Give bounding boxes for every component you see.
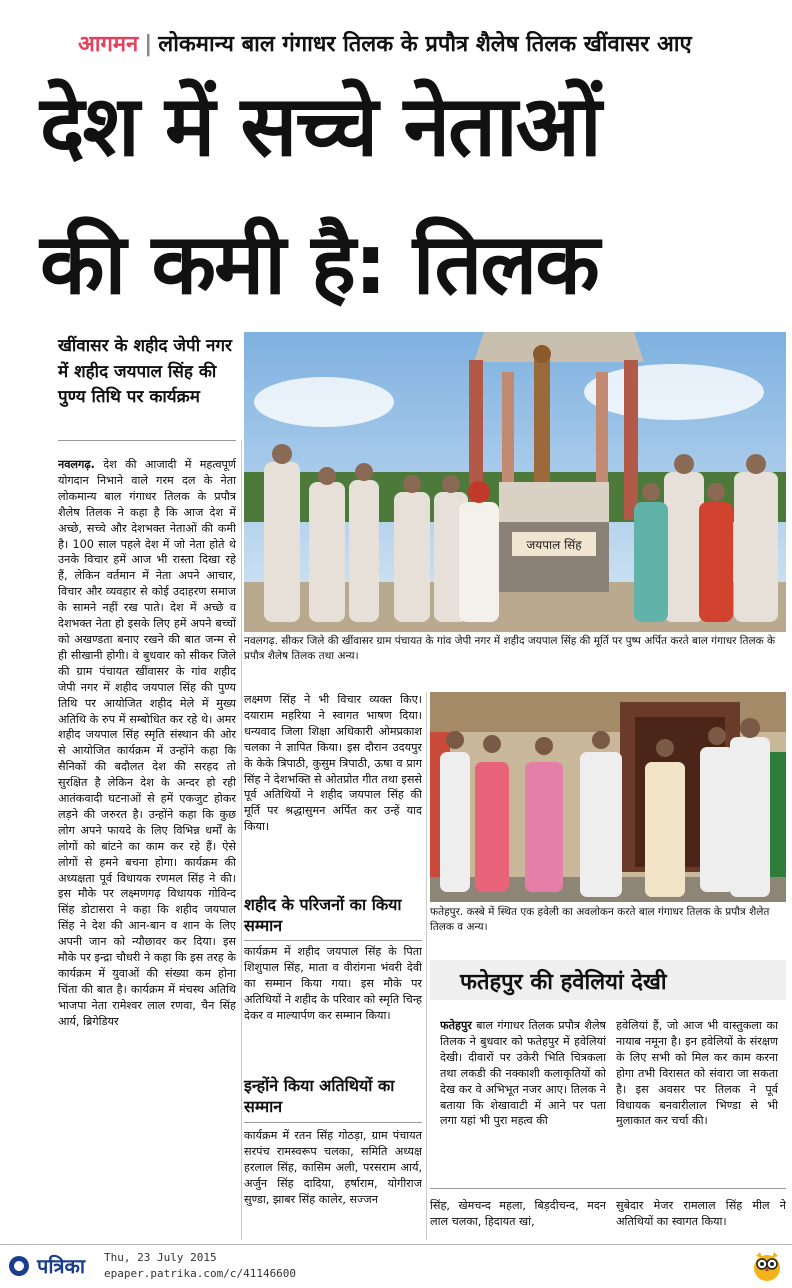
kicker [78,28,692,58]
section-text-2: कार्यक्रम में रतन सिंह गोठड़ा, ग्राम पंचायत सरपंच रामस्वरूप चलका, समिति अध्यक्ष हरलाल सिंह, कासिम अली, परसराम आर्य, अर्जुन सिंह दादिया, हर्षाराम, योगीराज सुण्डा, झाबर सिंह कालेर, सज्जन [244,1129,422,1206]
logo-icon [8,1255,30,1277]
statue-photo [244,332,786,632]
section-text-1: कार्यक्रम में शहीद जयपाल सिंह के पिता शिशुपाल सिंह, माता व वीरांगना भंवरी देवी का सम्मान किया गया। इस मौके पर अतिथियों ने शहीद के परिवार को स्मृति चिन्ह देकर व माल्यार्पण कर सम्मान किया। [244,945,422,1022]
photo-caption-2: फतेहपुर. कस्बे में स्थित एक हवेली का अवलोकन करते बाल गंगाधर तिलक के प्रपौत्र शैलेत तिलक व अन्य। [430,906,770,934]
box-dateline: फतेहपुर [440,1019,472,1032]
footer-meta [104,1250,296,1282]
box-text-left: बाल गंगाधर तिलक प्रपौत्र शैलेष तिलक ने बुधवार को फतेहपुर में हवेलियां देखी। दीवारों पर उकेरी भिति चित्रकला तथा लकडी की नक्काशी कलाकृतियों को देख कर वे अभिभूत नजर आए। तिलक ने बताया कि शेखावाटी में आने पर पता लगा यहां भी पुरा महत्व की [440,1019,606,1128]
photo-caption-1: नवलगढ़. सीकर जिले की खींवासर ग्राम पंचायत के गांव जेपी नगर में शहीद जयपाल सिंह की मूर्ति पर पुष्प अर्पित करते बाल गंगाधर तिलक के प्रपौत्र शैलेष तिलक तथा अन्य। [244,635,776,663]
haveli-photo [430,692,786,902]
box-column-left [440,1018,606,1182]
divider [58,440,236,441]
box-column-right: हवेलियां हैं, जो आज भी वास्तुकला का नायाब नमूना है। इन हवेलियों के संरक्षण के लिए सभी को मिल कर काम करना होगा तभी विरासत को संवारा जा सकता है। इस अवसर पर तिलक ने पूर्व विधायक बनवारीलाल भिण्डा से भी मुलाकात कर चर्चा की। [616,1019,778,1128]
patrika-logo [8,1252,85,1279]
divider [430,1188,786,1189]
section-tag: आगमन [78,32,139,57]
box-headline: फतेहपुर की हवेलियां देखी [460,970,667,995]
subheadline: खींवासर के शहीद जेपी नगर में शहीद जयपाल सिंह की पुण्य तिथि पर कार्यक्रम [58,336,232,407]
article-text: देश की आजादी में महत्वपूर्ण योगदान निभाने वाले गरम दल के नेता लोकमान्य बाल गंगाधर तिलक के प्रपौत्र शैलेष तिलक ने कहा है कि आज देश में अच्छे, सच्चे और देशभक्त नेताओं की कमी है। 100 साल पहले देश में जो नेता होते थे उनके विचार हमें आज भी रास्ता दिखा रहे हैं, लेकिन वर्तमान में नेता अपने आचार, विचार और व्यवहार से कोई उदाहरण समाज के सामने नहीं रख पाते। देश में अच्छे व देशभक्त नेता हो इसके लिए हमें अपने बच्चों को अखण्डता बनाए रखने की बात जन्म से ही सीखानी होगी। वे बुधवार को सीकर जिले की ग्राम पंचायत खींवासर के गांव शहीद जेपी नगर में शहीद जयपाल सिंह की पुण्य तिथि पर आयोजित शहीद मेले में मुख्य अतिथि के रुप में सम्बोधित कर रहे थे। अमर शहीद जयपाल सिंह स्मृति संस्थान की ओर से आयोजित कार्यक्रम में उन्होंने कहा कि सैनिकों की बदौलत देश की सरहद तो सुरक्षित है लेकिन देश के अन्दर हो रही आतंकवादी घटनाओं से हमें एकजुट होकर लड़ने की जरुरत है। उन्होंने कहा कि कुछ लोग अपने फायदे के लिए विभिन्न धर्मों के लोगों को बांटने का काम कर रहे हैं। ऐसे लोगों से हमने बचना होगा। कार्यक्रम की अध्यक्षता पूर्व विधायक रणमल सिंह ने की। इस मौके पर लक्ष्मणगढ़ विधायक गोविन्द सिंह डोटासरा ने कहा कि शहीद जयपाल सिंह ने देश की आन-बान व शान के लिए अपनी जान को न्यौछावर कर दिया। इस मौके पर इन्द्रा चौधरी ने कहा कि इस तरह के कार्यक्रम में युवाओं की संख्या कम होना चिंता की बात है। कार्यक्रम में मंचस्थ अतिथि भाजपा नेता रामेश्वर लाल रणवा, चैन सिंह आर्य, ब्रिगेडियर [58,458,236,1028]
article-column-1 [58,457,236,1245]
footer-rule [0,1244,792,1245]
tail-text-right: सुबेदार मेजर रामलाल सिंह मील ने अतिथियों का स्वागत किया। [616,1199,786,1228]
divider [244,1122,422,1123]
footer-url[interactable]: epaper.patrika.com/c/41146600 [104,1266,297,1280]
plaque-text: जयपाल सिंह [526,538,582,552]
logo-text: पत्रिका [36,1254,86,1278]
headline-line-2: की कमी है: तिलक [40,215,598,313]
article-column-2: लक्ष्मण सिंह ने भी विचार व्यक्त किए। दयाराम महरिया ने स्वागत भाषण दिया। धन्यवाद जिला शिक्षा अधिकारी ओमप्रकाश चलका ने ज्ञापित किया। इस दौरान उदयपुर के केके त्रिपाठी, कुसुम त्रिपाठी, ऊषा व प्राग सिंह ने देशभक्ति से ओतप्रोत गीत तथा इससे पूर्व अतिथियों ने शहीद जयपाल सिंह की मूर्ति पर श्रद्धासुमन अर्पित कर उन्हें याद किया। [244,693,422,834]
kicker-separator: | [144,32,153,57]
box-headline-bar [430,960,786,1000]
column-divider [241,440,242,1240]
divider [244,940,422,941]
section-head-1: शहीद के परिजनों का किया सम्मान [244,895,402,935]
section-head-2: इन्होंने किया अतिथियों का सम्मान [244,1076,395,1116]
kicker-text: लोकमान्य बाल गंगाधर तिलक के प्रपौत्र शैलेष तिलक खींवासर आए [158,32,692,57]
owl-mascot-icon [752,1248,782,1282]
footer-date: Thu, 23 July 2015 [104,1251,217,1264]
tail-text-left: सिंह, खेमचन्द महला, बिड़दीचन्द, मदन लाल चलका, हिदायत खां, [430,1199,606,1228]
dateline: नवलगढ़. [58,458,95,471]
column-divider [426,692,427,1240]
headline-line-1: देश में सच्चे नेताओं [40,77,600,175]
